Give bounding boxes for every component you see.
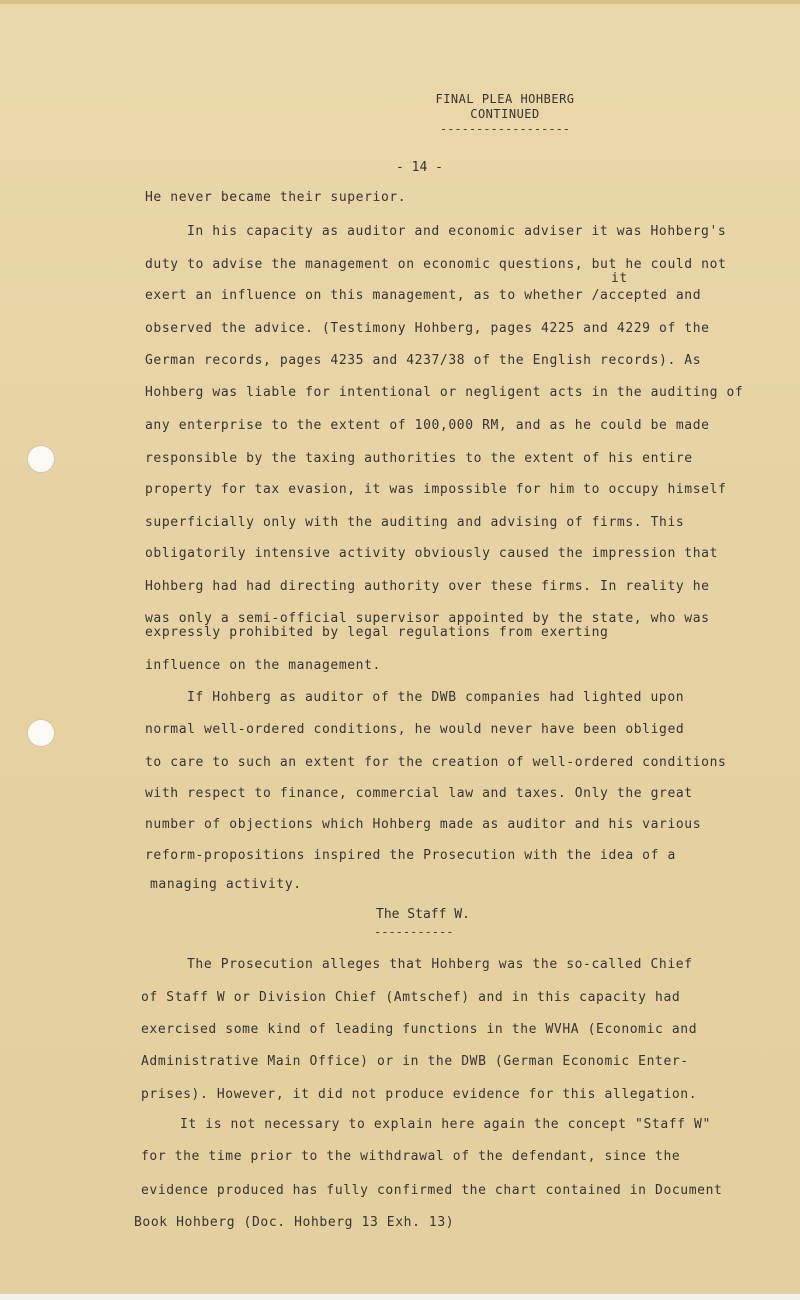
body-line: duty to advise the management on economic questions, but he could not <box>145 257 727 272</box>
body-line: to care to such an extent for the creation of well-ordered conditions <box>145 755 727 770</box>
body-line: If Hohberg as auditor of the DWB companies had lighted upon <box>187 690 685 705</box>
body-line: obligatorily intensive activity obviously caused the impression that <box>145 546 719 561</box>
body-line: Hohberg was liable for intentional or negligent acts in the auditing of <box>145 385 744 400</box>
body-line: observed the advice. (Testimony Hohberg, pages 4225 and 4229 of the <box>145 321 710 336</box>
body-line: property for tax evasion, it was impossible for him to occupy himself <box>145 482 727 497</box>
body-line: responsible by the taxing authorities to the extent of his entire <box>145 451 693 466</box>
body-line: with respect to finance, commercial law and taxes. Only the great <box>145 786 693 801</box>
header-subtitle: CONTINUED <box>470 107 540 121</box>
body-line: normal well-ordered conditions, he would never have been obliged <box>145 722 685 737</box>
section-line: evidence produced has fully confirmed the chart contained in Document <box>141 1183 723 1198</box>
section-line: for the time prior to the withdrawal of the defendant, since the <box>141 1149 681 1164</box>
body-line: In his capacity as auditor and economic adviser it was Hohberg's <box>187 224 727 239</box>
body-line: influence on the management. <box>145 658 381 673</box>
page-top-edge <box>0 0 800 4</box>
document-header <box>420 92 590 137</box>
header-rule: ------------------ <box>439 122 571 136</box>
body-line: was only a semi-official supervisor appointed by the state, who was <box>145 611 710 626</box>
body-line: He never became their superior. <box>145 190 407 205</box>
body-line: any enterprise to the extent of 100,000 RM, and as he could be made <box>145 418 710 433</box>
section-line: of Staff W or Division Chief (Amtschef) and in this capacity had <box>141 990 681 1005</box>
section-rule: ----------- <box>374 925 454 939</box>
body-line: Hohberg had had directing authority over these firms. In reality he <box>145 579 710 594</box>
section-title: The Staff W. <box>376 907 470 922</box>
header-title: FINAL PLEA HOHBERG <box>435 92 575 106</box>
section-line: The Prosecution alleges that Hohberg was the so-called Chief <box>187 957 693 972</box>
body-line: superficially only with the auditing and advising of firms. This <box>145 515 685 530</box>
section-line: exercised some kind of leading functions in the WVHA (Economic and <box>141 1022 698 1037</box>
body-line: exert an influence on this management, as to whether /accepted and <box>145 288 702 303</box>
punch-hole-lower <box>27 719 55 747</box>
section-line: It is not necessary to explain here again the concept "Staff W" <box>180 1117 711 1132</box>
section-line: Administrative Main Office) or in the DWB (German Economic Enter- <box>141 1054 689 1069</box>
body-line: expressly prohibited by legal regulations from exerting <box>145 625 609 640</box>
body-line: number of objections which Hohberg made as auditor and his various <box>145 817 702 832</box>
section-line: prises). However, it did not produce evidence for this allegation. <box>141 1087 698 1102</box>
page-number: - 14 - <box>396 160 443 175</box>
body-line: reform-propositions inspired the Prosecution with the idea of a <box>145 848 676 863</box>
page-bottom-edge <box>0 1294 800 1300</box>
body-line: managing activity. <box>150 877 302 892</box>
body-insertion: it <box>611 271 628 286</box>
body-line: German records, pages 4235 and 4237/38 of the English records). As <box>145 353 702 368</box>
punch-hole-upper <box>27 445 55 473</box>
section-line: Book Hohberg (Doc. Hohberg 13 Exh. 13) <box>134 1215 455 1230</box>
